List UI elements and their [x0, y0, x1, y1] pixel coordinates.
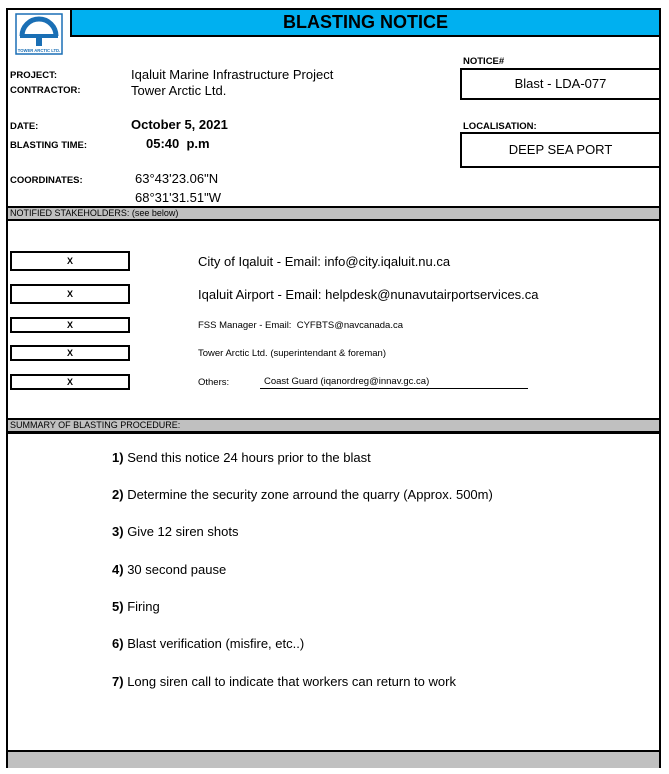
logo-text: TOWER ARCTIC LTD. [17, 48, 61, 53]
date-value: October 5, 2021 [131, 117, 228, 132]
procedure-step-1: 1) Send this notice 24 hours prior to the blast [112, 450, 371, 465]
stakeholder-check-5: X [10, 374, 130, 390]
project-value: Iqaluit Marine Infrastructure Project [131, 67, 334, 82]
project-label: PROJECT: [10, 70, 57, 81]
page-title: BLASTING NOTICE [70, 10, 659, 37]
notice-number-value: Blast - LDA-077 [460, 68, 661, 100]
footer-band [8, 750, 659, 768]
coordinate-latitude: 63°43'23.06"N [135, 171, 219, 186]
company-logo [8, 10, 70, 58]
stakeholder-city: City of Iqaluit - Email: info@city.iqaluit.nu.ca [198, 254, 451, 269]
contractor-value: Tower Arctic Ltd. [131, 83, 227, 98]
notice-number-label: NOTICE# [463, 56, 505, 67]
stakeholder-others-label: Others: [198, 377, 230, 388]
date-label: DATE: [10, 121, 39, 132]
localisation-label: LOCALISATION: [463, 121, 537, 132]
tower-arctic-logo-icon [8, 10, 70, 58]
stakeholder-others-value: Coast Guard (iqanordreg@innav.gc.ca) [264, 376, 430, 387]
stakeholder-fss: FSS Manager - Email: CYFBTS@navcanada.ca [198, 320, 404, 331]
procedure-rule [8, 432, 659, 434]
coordinate-longitude: 68°31'31.51"W [135, 190, 222, 205]
procedure-step-3: 3) Give 12 siren shots [112, 524, 239, 539]
blasting-time-value: 05:40 p.m [146, 136, 210, 151]
procedure-step-5: 5) Firing [112, 599, 160, 614]
stakeholder-check-4: X [10, 345, 130, 361]
stakeholder-tower-arctic: Tower Arctic Ltd. (superintendant & foreman) [198, 348, 386, 359]
procedure-step-6: 6) Blast verification (misfire, etc..) [112, 636, 305, 651]
stakeholder-check-3: X [10, 317, 130, 333]
localisation-value: DEEP SEA PORT [460, 132, 661, 168]
stakeholder-check-1: X [10, 251, 130, 271]
coordinates-label: COORDINATES: [10, 175, 83, 186]
procedure-header: SUMMARY OF BLASTING PROCEDURE: [8, 418, 659, 433]
procedure-step-7: 7) Long siren call to indicate that workers can return to work [112, 674, 456, 689]
stakeholders-header: NOTIFIED STAKEHOLDERS: (see below) [8, 206, 659, 221]
others-underline [260, 388, 528, 389]
stakeholder-check-2: X [10, 284, 130, 304]
blasting-time-label: BLASTING TIME: [10, 140, 88, 151]
procedure-step-2: 2) Determine the security zone arround the quarry (Approx. 500m) [112, 487, 493, 502]
stakeholder-airport: Iqaluit Airport - Email: helpdesk@nunavutairportservices.ca [198, 287, 539, 302]
contractor-label: CONTRACTOR: [10, 85, 81, 96]
procedure-step-4: 4) 30 second pause [112, 562, 227, 577]
